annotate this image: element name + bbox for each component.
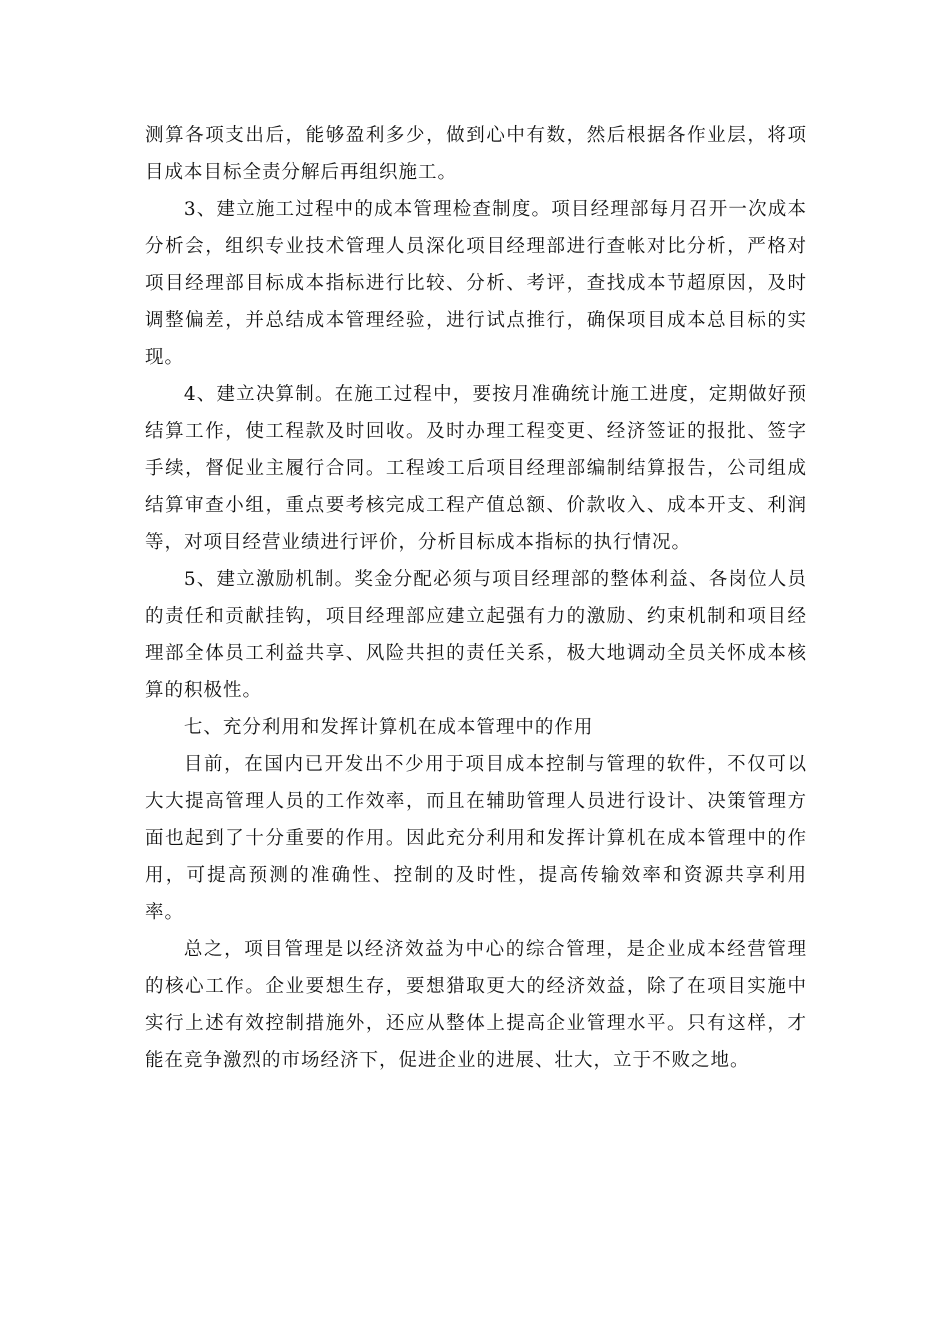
paragraph-item-5: 5、建立激励机制。奖金分配必须与项目经理部的整体利益、各岗位人员的责任和贡献挂钩，项目经理部应建立起强有力的激励、约束机制和项目经理部全体员工利益共享、风险共担的责任关系，极大地调动全员关怀成本核算的积极性。	[145, 569, 807, 701]
paragraph-computer-use: 目前，在国内已开发出不少用于项目成本控制与管理的软件，不仅可以大大提高管理人员的工作效率，而且在辅助管理人员进行设计、决策管理方面也起到了十分重要的作用。因此充分利用和发挥计算机在成本管理中的作用，可提高预测的准确性、控制的及时性，提高传输效率和资源共享利用率。	[145, 754, 807, 923]
paragraph-item-4: 4、建立决算制。在施工过程中，要按月准确统计施工进度，定期做好预结算工作，使工程款及时回收。及时办理工程变更、经济签证的报批、签字手续，督促业主履行合同。工程竣工后项目经理部编制结算报告，公司组成结算审查小组，重点要考核完成工程产值总额、价款收入、成本开支、利润等，对项目经营业绩进行评价，分析目标成本指标的执行情况。	[145, 384, 807, 553]
section-heading-7: 七、充分利用和发挥计算机在成本管理中的作用	[183, 717, 594, 738]
paragraph-item-3: 3、建立施工过程中的成本管理检查制度。项目经理部每月召开一次成本分析会，组织专业技术管理人员深化项目经理部进行查帐对比分析，严格对项目经理部目标成本指标进行比较、分析、考评，查找成本节超原因，及时调整偏差，并总结成本管理经验，进行试点推行，确保项目成本总目标的实现。	[145, 199, 807, 368]
paragraph-continuation: 测算各项支出后，能够盈利多少，做到心中有数，然后根据各作业层，将项目成本目标全责分解后再组织施工。	[145, 125, 807, 183]
document-body	[145, 117, 807, 1079]
paragraph-conclusion: 总之，项目管理是以经济效益为中心的综合管理，是企业成本经营管理的核心工作。企业要想生存，要想猎取更大的经济效益，除了在项目实施中实行上述有效控制措施外，还应从整体上提高企业管理水平。只有这样，才能在竞争激烈的市场经济下，促进企业的进展、壮大，立于不败之地。	[145, 939, 807, 1071]
